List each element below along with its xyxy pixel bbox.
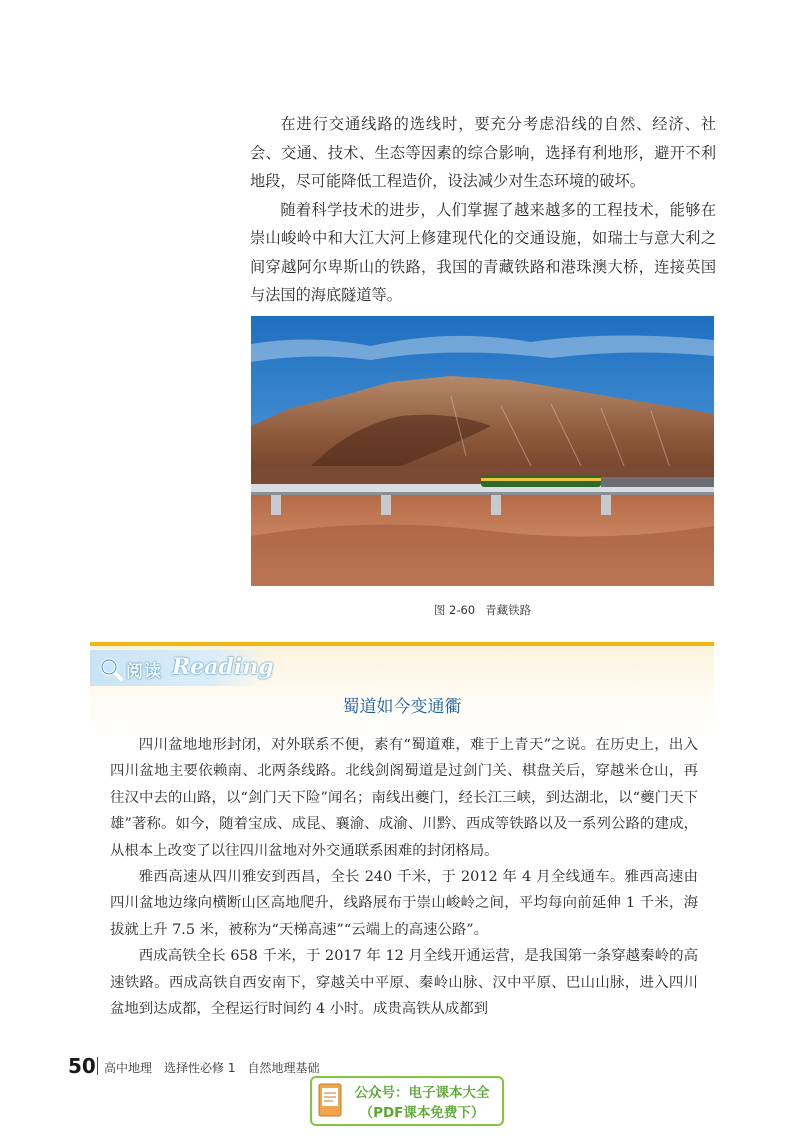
reading-label: 阅读 [126, 662, 162, 682]
book-icon [318, 1083, 342, 1117]
book-title: 高中地理 选择性必修 1 自然地理基础 [104, 1061, 320, 1075]
figure-title: 青藏铁路 [485, 603, 532, 617]
footer-divider [97, 1057, 98, 1075]
reading-paragraph-2: 雅西高速从四川雅安到西昌，全长 240 千米，于 2012 年 4 月全线通车。雅西高速由四川盆地边缘向横断山区高地爬升，线路展布于崇山峻岭之间，平均每向前延伸 1 千米，海拔就上升 7.5 米，被称为“天梯高速”“云端上的高速公路”。 [110, 869, 698, 938]
reading-section-header [90, 642, 714, 734]
figure-caption [251, 602, 714, 618]
watermark-line-1: 公众号：电子课本大全 [354, 1085, 490, 1101]
watermark-badge [310, 1076, 504, 1126]
reading-label-english: Reading [172, 654, 274, 680]
intro-paragraph-1: 在进行交通线路的选线时，要充分考虑沿线的自然、经济、社会、交通、技术、生态等因素的综合影响，选择有利地形，避开不利地段，尽可能降低工程造价，设法减少对生态环境的破坏。 [250, 115, 716, 190]
reading-paragraph-1: 四川盆地地形封闭，对外联系不便，素有“蜀道难，难于上青天”之说。在历史上，出入四川盆地主要依赖南、北两条线路。北线剑阁蜀道是过剑门关、棋盘关后，穿越米仓山，再往汉中去的山路，以“剑门天下险”闻名；南线出夔门，经长江三峡，到达湖北，以“夔门天下雄”著称。如今，随着宝成、成昆、襄渝、成渝、川黔、西成等铁路以及一系列公路的建成，从根本上改变了以往四川盆地对外交通联系困难的封闭格局。 [110, 737, 698, 859]
intro-paragraph-2: 随着科学技术的进步，人们掌握了越来越多的工程技术，能够在崇山峻岭中和大江大河上修建现代化的交通设施，如瑞士与意大利之间穿越阿尔卑斯山的铁路，我国的青藏铁路和港珠澳大桥，连接英国与法国的海底隧道等。 [250, 200, 716, 304]
magnifier-icon [98, 656, 124, 682]
page-number: 50 [68, 1054, 96, 1078]
qinghai-tibet-railway-photo [251, 316, 714, 586]
intro-text [250, 110, 716, 310]
reading-paragraph-3: 西成高铁全长 658 千米，于 2017 年 12 月全线开通运营，是我国第一条穿越秦岭的高速铁路。西成高铁自西安南下，穿越关中平原、秦岭山脉、汉中平原、巴山山脉，进入四川盆地到达成都，全程运行时间约 4 小时。成贵高铁从成都到 [110, 948, 698, 1018]
watermark-line-2: （PDF课本免费下） [359, 1105, 485, 1121]
reading-title: 蜀道如今变通衢 [342, 697, 462, 717]
reading-tab [90, 650, 274, 686]
reading-text [110, 732, 698, 1022]
figure-number: 图 2-60 [433, 603, 476, 617]
